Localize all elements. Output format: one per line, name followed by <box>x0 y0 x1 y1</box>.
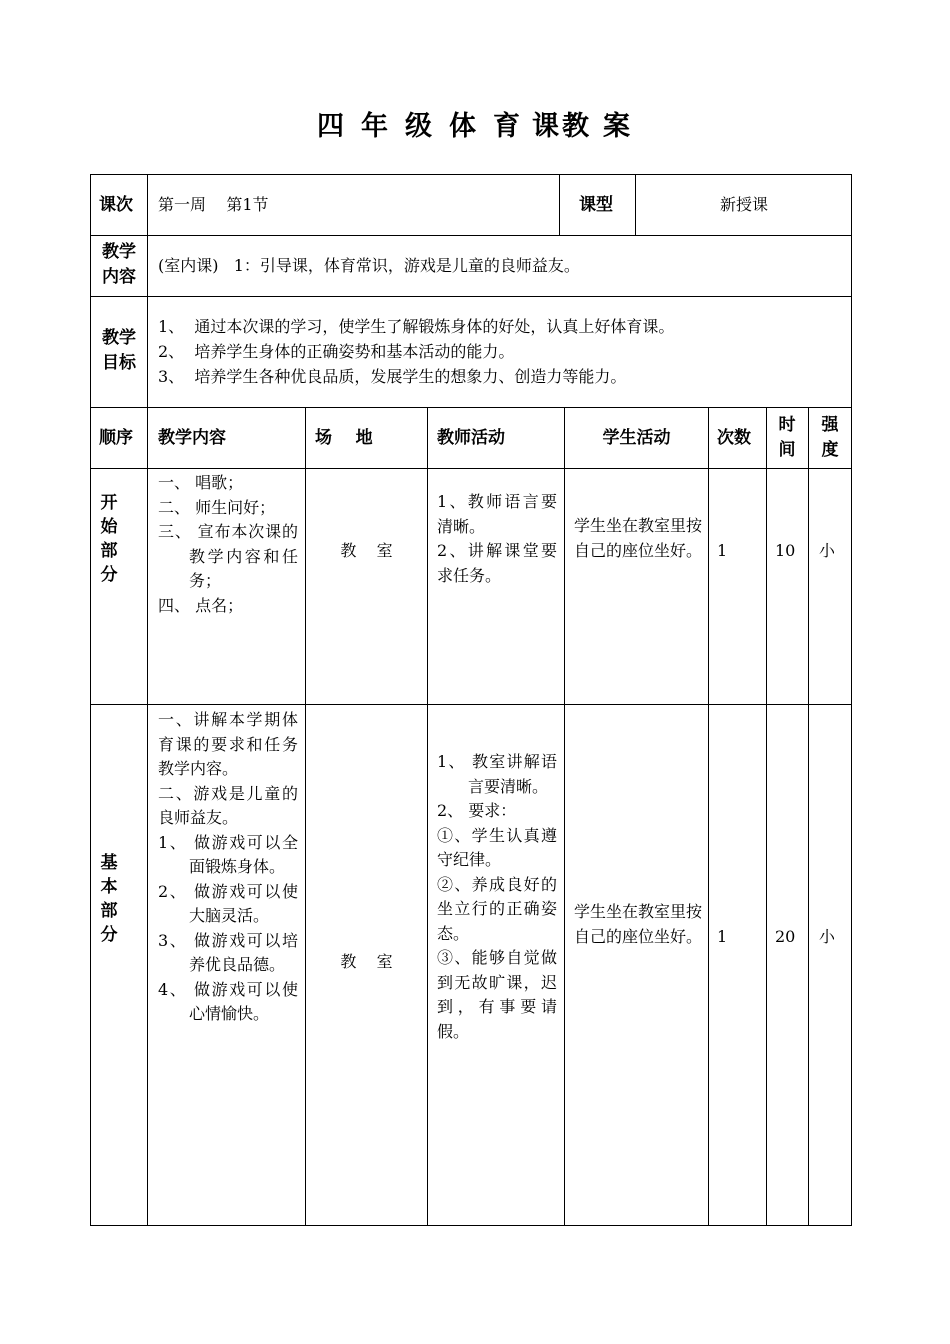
start-count: 1 <box>717 541 728 560</box>
start-content-list <box>158 471 298 618</box>
section-label-start: 开始部分 <box>100 493 118 585</box>
row-divider <box>90 704 852 705</box>
start-teacher-activity <box>437 490 557 588</box>
basic-teacher-activity <box>437 750 557 1044</box>
list-item: 一、讲解本学期体育课的要求和任务教学内容。 <box>158 710 298 778</box>
teaching-content-text: (室内课) 1：引导课，体育常识，游戏是儿童的良师益友。 <box>158 256 580 275</box>
col-divider <box>808 407 809 1226</box>
teaching-content-label: 教学内容 <box>102 242 136 287</box>
list-item: ①、学生认真遵守纪律。 <box>437 825 557 869</box>
basic-venue: 教 室 <box>340 952 393 971</box>
col-header-teacher: 教师活动 <box>437 428 505 448</box>
start-time: 10 <box>775 541 796 560</box>
lesson-type-value: 新授课 <box>719 195 768 214</box>
col-header-intensity: 强度 <box>821 415 839 460</box>
start-student-activity: 学生坐在教室里按自己的座位坐好。 <box>574 516 703 560</box>
col-header-count: 次数 <box>717 428 751 448</box>
lesson-no-label: 课次 <box>99 195 133 215</box>
teaching-goals-label: 教学目标 <box>102 328 136 373</box>
goal-item: 2、 培养学生身体的正确姿势和基本活动的能力。 <box>158 342 515 361</box>
lesson-type-label: 课型 <box>579 195 613 215</box>
col-divider <box>564 407 565 1226</box>
col-header-content: 教学内容 <box>158 428 226 448</box>
page-title: 四 年 级 体 育 课教 案 <box>317 111 633 142</box>
row-divider <box>90 235 852 236</box>
basic-count: 1 <box>717 927 728 946</box>
goal-item: 1、 通过本次课的学习，使学生了解锻炼身体的好处，认真上好体育课。 <box>158 317 675 336</box>
col-divider <box>766 407 767 1226</box>
basic-content-list <box>158 708 298 1027</box>
list-item: ②、养成良好的坐立行的正确姿态。 <box>437 874 557 943</box>
list-item: 1、教师语言要清晰。 <box>437 492 557 536</box>
col-header-venue: 场 地 <box>315 428 373 448</box>
list-item: 1、 教室讲解语言要清晰。 <box>437 752 557 796</box>
lesson-no-value: 第一周 第1节 <box>158 195 269 214</box>
list-item: 三、 宣布本次课的教学内容和任务； <box>158 522 298 590</box>
list-item: 2、讲解课堂要求任务。 <box>437 541 557 585</box>
col-divider <box>147 174 148 1226</box>
list-item: 4、 做游戏可以使心情愉快。 <box>158 979 298 1023</box>
goal-item: 3、 培养学生各种优良品质，发展学生的想象力、创造力等能力。 <box>158 367 627 386</box>
list-item: 四、 点名； <box>158 595 244 615</box>
list-item: 3、 做游戏可以培养优良品德。 <box>158 930 298 974</box>
basic-student-activity: 学生坐在教室里按自己的座位坐好。 <box>574 902 703 946</box>
col-divider <box>559 174 560 235</box>
row-divider <box>90 468 852 469</box>
list-item: 二、 师生问好； <box>158 497 276 517</box>
col-divider <box>427 407 428 1226</box>
row-divider <box>90 407 852 408</box>
col-divider <box>305 407 306 1226</box>
col-header-time: 时间 <box>778 415 796 460</box>
col-header-student: 学生活动 <box>602 428 671 448</box>
list-item: 2、 要求： <box>437 801 517 820</box>
list-item: 二、游戏是儿童的良师益友。 <box>158 783 298 827</box>
col-header-order: 顺序 <box>99 428 133 448</box>
list-item: ③、能够自觉做到无故旷课，迟到，有事要请假。 <box>437 948 557 1041</box>
list-item: 1、 做游戏可以全面锻炼身体。 <box>158 832 298 876</box>
section-label-basic: 基本部分 <box>100 853 118 945</box>
start-venue: 教 室 <box>340 541 393 560</box>
list-item: 一、 唱歌； <box>158 473 244 492</box>
row-divider <box>90 296 852 297</box>
col-divider <box>708 407 709 1226</box>
start-intensity: 小 <box>819 541 836 560</box>
basic-intensity: 小 <box>819 927 836 946</box>
list-item: 2、 做游戏可以使大脑灵活。 <box>158 881 298 925</box>
basic-time: 20 <box>775 927 796 946</box>
